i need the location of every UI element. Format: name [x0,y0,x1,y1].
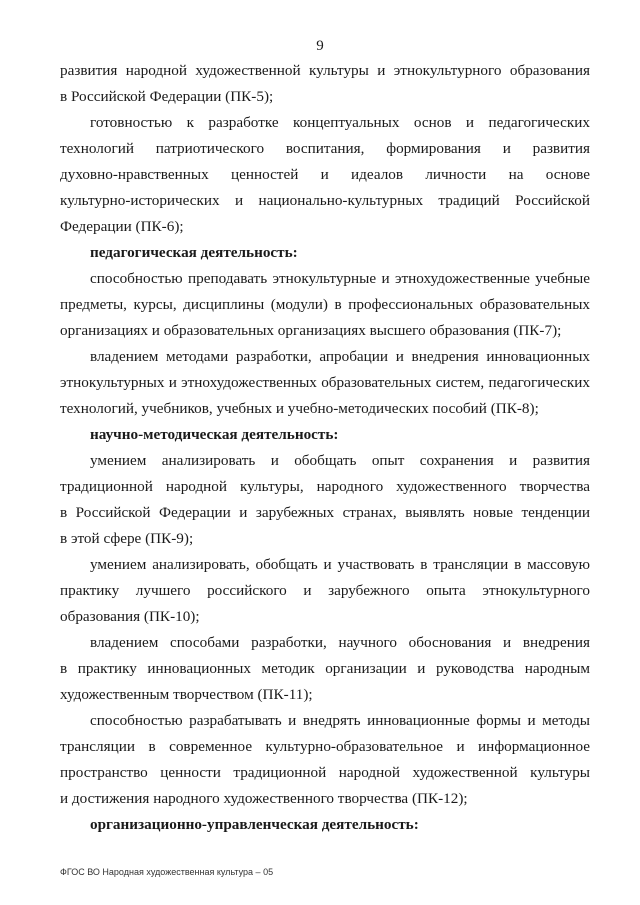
text-line: владением способами разработки, научного обоснования и внедрения [90,634,590,651]
text-line: владением методами разработки, апробации и внедрения инновационных [90,348,590,365]
text-line: практику лучшего российского и зарубежного опыта этнокультурного [60,582,590,599]
text-line: способностью преподавать этнокультурные и этнохудожественные учебные [90,270,590,287]
text-line: Федерации (ПК-6); [60,218,184,235]
paragraph [60,448,590,552]
text-line: умением анализировать, обобщать и участвовать в трансляции в массовую [90,556,590,573]
text-line: предметы, курсы, дисциплины (модули) в профессиональных образовательных [60,296,590,313]
text-line: организациях и образовательных организациях высшего образования (ПК-7); [60,322,562,339]
text-line: в этой сфере (ПК-9); [60,530,194,547]
text-line: трансляции в современное культурно-образовательное и информационное [60,738,590,755]
text-line: этнокультурных и этнохудожественных образовательных систем, педагогических [60,374,590,391]
paragraph [60,630,590,708]
text-line: и достижения народного художественного творчества (ПК-12); [60,790,468,807]
text-line: культурно-исторических и национально-культурных традиций Российской [60,192,590,209]
text-line: духовно-нравственных ценностей и идеалов личности на основе [60,166,590,183]
text-line: художественным творчеством (ПК-11); [60,686,313,703]
text-line: в Российской Федерации и зарубежных странах, выявлять новые тенденции [60,504,590,521]
text-line: готовностью к разработке концептуальных основ и педагогических [90,114,590,131]
text-line: технологий патриотического воспитания, формирования и развития [60,140,590,157]
page-footer: ФГОС ВО Народная художественная культура – 05 [60,867,274,877]
section-heading: педагогическая деятельность: [90,244,298,261]
text-line: традиционной народной культуры, народного художественного творчества [60,478,590,495]
section-heading: организационно-управленческая деятельность: [90,816,419,833]
section-heading: научно-методическая деятельность: [90,426,339,443]
text-line: умением анализировать и обобщать опыт сохранения и развития [90,452,590,469]
text-line: развития народной художественной культуры и этнокультурного образования [60,62,590,79]
paragraph [60,708,590,812]
text-line: образования (ПК-10); [60,608,200,625]
paragraph [60,266,590,344]
paragraph [60,58,590,110]
text-line: способностью разрабатывать и внедрять инновационные формы и методы [90,712,590,729]
text-line: технологий, учебников, учебных и учебно-методических пособий (ПК-8); [60,400,539,417]
text-line: пространство ценности традиционной народной художественной культуры [60,764,590,781]
paragraph [60,552,590,630]
paragraph [60,110,590,240]
paragraph [60,344,590,422]
document-body [60,58,590,838]
text-line: в практику инновационных методик организации и руководства народным [60,660,590,677]
text-line: в Российской Федерации (ПК-5); [60,88,274,105]
page-number: 9 [316,38,324,54]
